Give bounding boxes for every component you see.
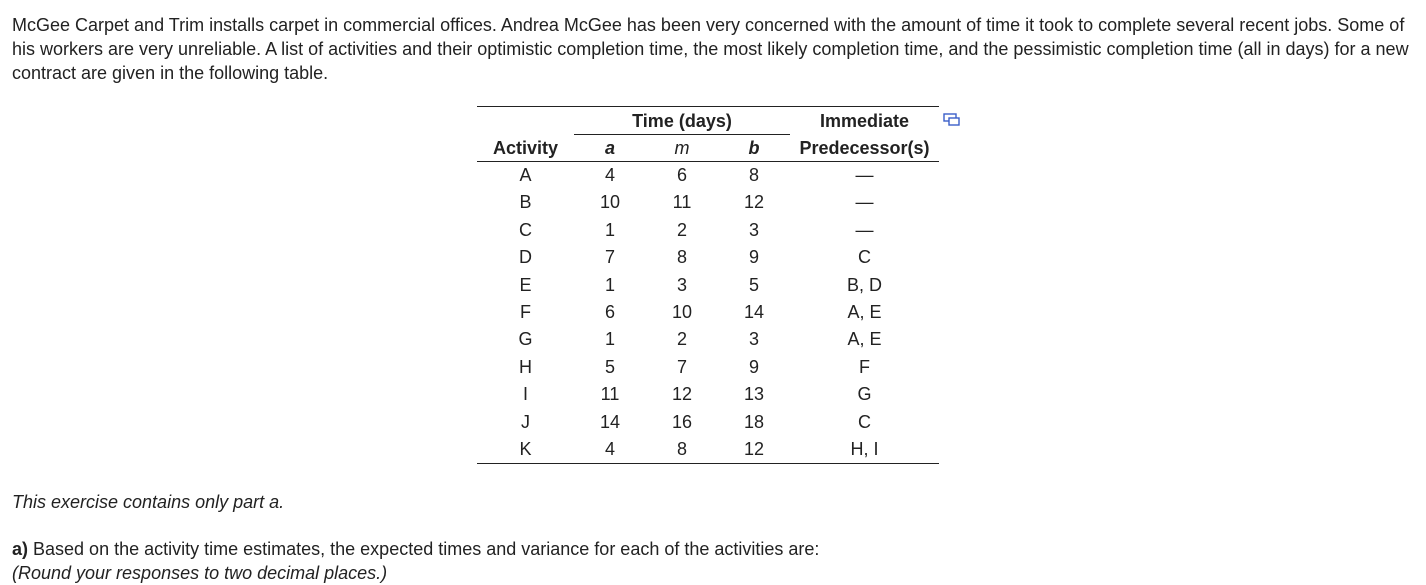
header-b: b <box>718 135 790 162</box>
cell-m: 10 <box>671 302 693 323</box>
table-row <box>477 409 939 436</box>
table-row <box>477 189 939 216</box>
cell-a: 4 <box>604 165 615 185</box>
table-row <box>477 436 939 464</box>
activity-table-container <box>477 106 939 464</box>
problem-intro: McGee Carpet and Trim installs carpet in commercial offices. Andrea McGee has been very concerned with the amount of time it took to complete several recent jobs. Some of his workers are very unreliable. A list of activities and their optimistic completion time, the most likely completion time, and the pessimistic completion time (all in days) for a new contract are given in the following table. <box>12 15 1409 83</box>
table-row <box>477 162 939 190</box>
cell-activity: J <box>521 411 530 432</box>
cell-m: 2 <box>676 329 687 350</box>
header-m: m <box>646 135 718 162</box>
cell-a: 14 <box>599 411 621 432</box>
cell-m: 12 <box>671 384 693 405</box>
cell-m: 7 <box>676 356 687 377</box>
cell-a: 4 <box>574 436 646 464</box>
cell-predecessors: G <box>857 384 872 405</box>
cell-a: 10 <box>599 192 621 213</box>
cell-m: 16 <box>671 411 693 432</box>
table-row <box>477 299 939 326</box>
cell-a: 1 <box>604 274 615 295</box>
copy-table-icon[interactable] <box>943 113 961 127</box>
cell-b: 12 <box>718 436 790 464</box>
rounding-instruction: (Round your responses to two decimal places.) <box>12 563 388 583</box>
cell-activity: H <box>519 356 532 377</box>
cell-m: 6 <box>676 165 687 185</box>
header-time-days: Time (days) <box>574 108 790 135</box>
cell-predecessors: — <box>855 192 874 213</box>
cell-b: 5 <box>748 274 759 295</box>
cell-b: 9 <box>748 247 759 268</box>
cell-predecessors: A, E <box>847 329 882 350</box>
cell-predecessors: C <box>858 411 871 432</box>
header-predecessors-line2: Predecessor(s) <box>790 135 939 162</box>
cell-predecessors: — <box>855 165 874 185</box>
cell-m: 2 <box>676 219 687 240</box>
cell-b: 12 <box>743 192 765 213</box>
cell-a: 5 <box>604 356 615 377</box>
cell-a: 7 <box>604 247 615 268</box>
cell-activity: F <box>520 302 531 323</box>
cell-m: 8 <box>646 436 718 464</box>
cell-m: 11 <box>672 192 692 213</box>
activity-table <box>477 106 939 464</box>
cell-b: 3 <box>748 219 759 240</box>
cell-activity: K <box>477 436 574 464</box>
cell-a: 1 <box>604 219 615 240</box>
cell-a: 1 <box>604 329 615 350</box>
cell-activity: G <box>518 329 533 350</box>
cell-b: 14 <box>743 302 765 323</box>
cell-b: 18 <box>743 411 765 432</box>
cell-b: 8 <box>748 165 759 185</box>
cell-predecessors: F <box>859 356 870 377</box>
cell-b: 3 <box>748 329 759 350</box>
cell-predecessors: B, D <box>846 274 882 295</box>
cell-activity: B <box>519 192 532 213</box>
header-predecessors-line1: Immediate <box>819 111 910 132</box>
part-a-label: a) <box>12 539 29 559</box>
exercise-note: This exercise contains only part a. <box>12 492 285 512</box>
table-row <box>477 272 939 299</box>
cell-a: 11 <box>600 384 620 405</box>
header-a: a <box>574 135 646 162</box>
cell-predecessors: H, I <box>790 436 939 464</box>
activity-table-body <box>477 162 939 464</box>
table-row <box>477 381 939 408</box>
header-activity: Activity <box>477 135 574 162</box>
cell-predecessors: A, E <box>847 302 882 323</box>
cell-a: 6 <box>604 302 615 323</box>
table-row <box>477 354 939 381</box>
cell-activity: E <box>519 274 532 295</box>
cell-activity: C <box>519 219 532 240</box>
cell-predecessors: C <box>858 247 871 268</box>
cell-b: 13 <box>743 384 765 405</box>
cell-m: 3 <box>676 274 687 295</box>
cell-activity: D <box>519 247 532 268</box>
part-a-text: Based on the activity time estimates, the expected times and variance for each of the activities are: <box>28 539 820 559</box>
table-row <box>477 244 939 271</box>
part-a-prompt <box>12 537 819 585</box>
cell-activity: A <box>519 165 532 185</box>
cell-b: 9 <box>748 356 759 377</box>
cell-m: 8 <box>676 247 687 268</box>
table-row <box>477 217 939 244</box>
cell-predecessors: — <box>855 219 874 240</box>
table-row <box>477 326 939 353</box>
cell-activity: I <box>522 384 528 405</box>
